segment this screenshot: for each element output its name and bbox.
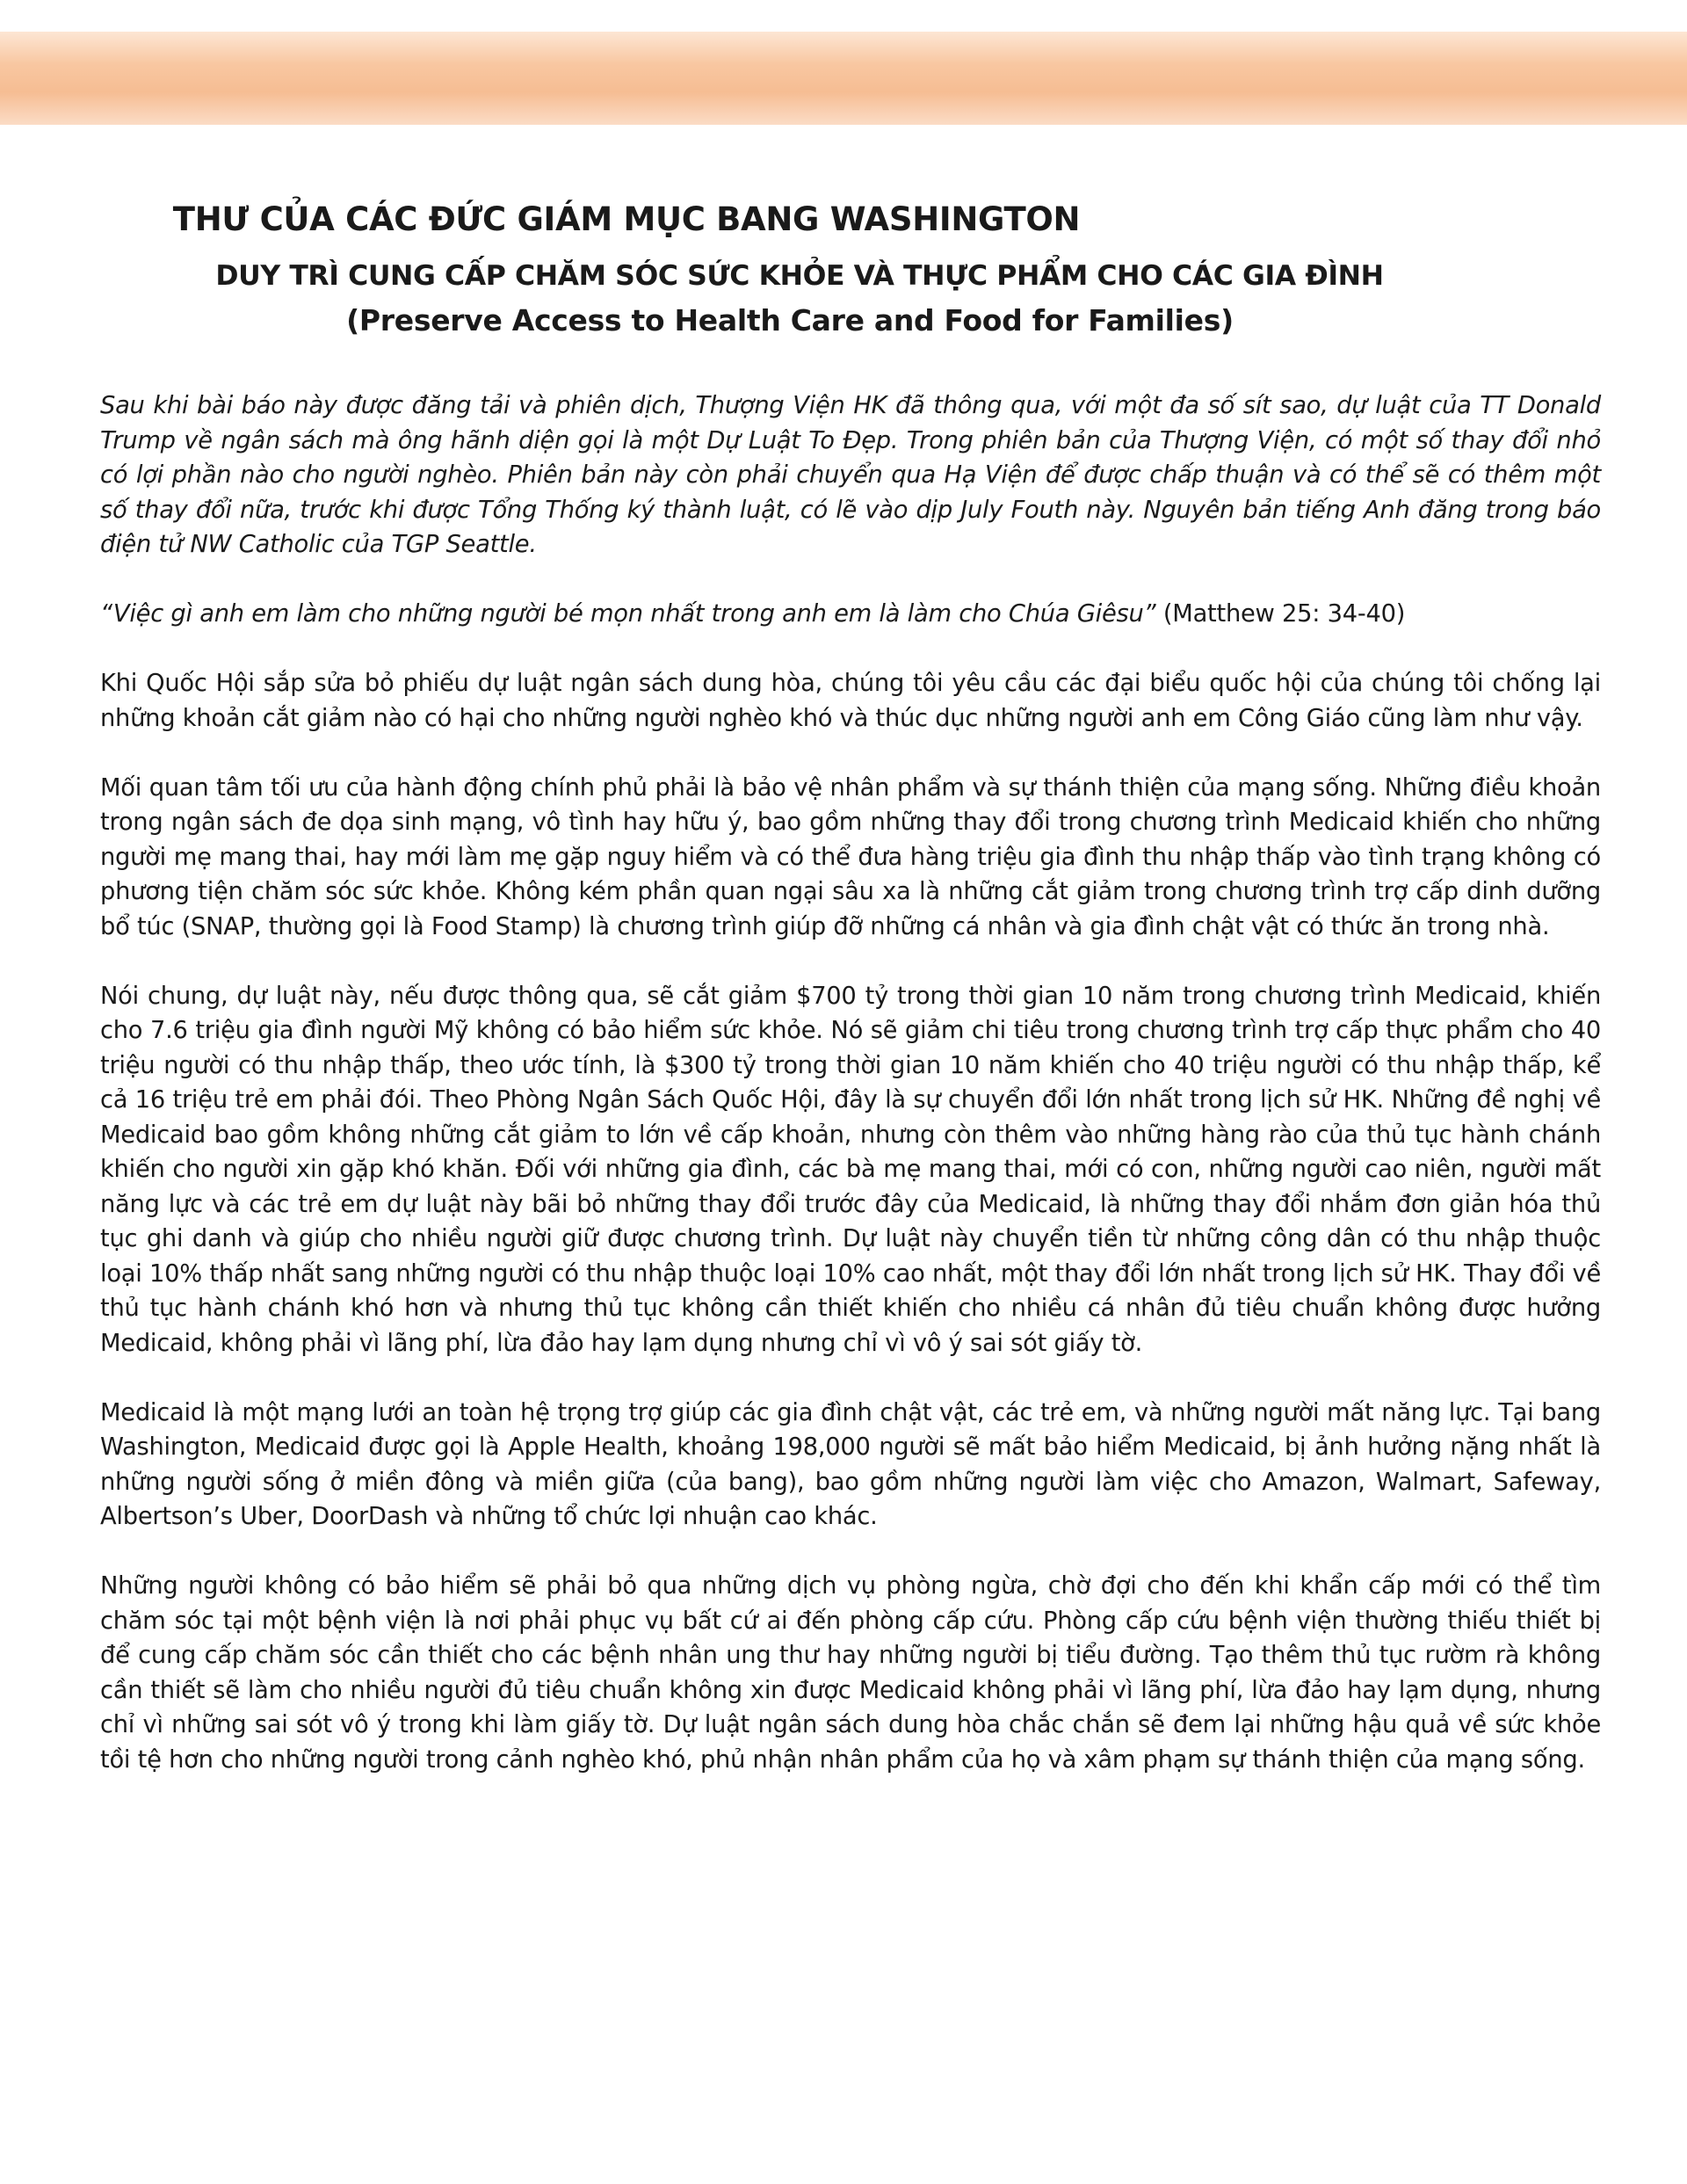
intro-note: Sau khi bài báo này được đăng tải và phiên dịch, Thượng Viện HK đã thông qua, với một đa số sít sao, dự luật của TT Donald Trump về ngân sách mà ông hãnh diện gọi là một Dự Luật To Đẹp. Trong phiên bản của Thượng Viện, có một số thay đổi nhỏ có lợi phần nào cho người nghèo. Phiên bản này còn phải chuyển qua Hạ Viện để được chấp thuận và có thể sẽ có thêm một số thay đổi nữa, trước khi được Tổng Thống ký thành luật, có lẽ vào dịp July Fouth này. Nguyên bản tiếng Anh đăng trong báo điện tử NW Catholic của TGP Seattle. (100, 392, 1601, 558)
body-paragraph: Nói chung, dự luật này, nếu được thông qua, sẽ cắt giảm $700 tỷ trong thời gian 10 năm trong chương trình Medicaid, khiến cho 7.6 triệu gia đình người Mỹ không có bảo hiểm sức khỏe. Nó sẽ giảm chi tiêu trong chương trình trợ cấp thực phẩm cho 40 triệu người có thu nhập thấp, theo ước tính, là $300 tỷ trong thời gian 10 năm khiến cho 40 triệu người có thu nhập thấp, kể cả 16 triệu trẻ em phải đói. Theo Phòng Ngân Sách Quốc Hội, đây là sự chuyển đổi lớn nhất trong lịch sử HK. Những đề nghị về Medicaid bao gồm không những cắt giảm to lớn về cấp khoản, nhưng còn thêm vào những hàng rào của thủ tục hành chánh khiến cho người xin gặp khó khăn. Đối với những gia đình, các bà mẹ mang thai, mới có con, những người cao niên, người mất năng lực và các trẻ em dự luật này bãi bỏ những thay đổi trước đây của Medicaid, là những thay đổi nhắm đơn giản hóa thủ tục ghi danh và giúp cho nhiều người giữ được chương trình. Dự luật này chuyển tiền từ những công dân có thu nhập thuộc loại 10% thấp nhất sang những người có thu nhập thuộc loại 10% cao nhất, một thay đổi lớn nhất trong lịch sử HK. Thay đổi về thủ tục hành chánh khó hơn và nhưng thủ tục không cần thiết khiến cho nhiều cá nhân đủ tiêu chuẩn không được hưởng Medicaid, không phải vì lãng phí, lừa đảo hay lạm dụng nhưng chỉ vì vô ý sai sót giấy tờ. (100, 982, 1601, 1357)
page-subtitle: DUY TRÌ CUNG CẤP CHĂM SÓC SỨC KHỎE VÀ THỰC PHẨM CHO CÁC GIA ĐÌNH (215, 260, 1384, 292)
page-subtitle-english: (Preserve Access to Health Care and Food for Families) (346, 303, 1234, 337)
body-paragraph: Mối quan tâm tối ưu của hành động chính phủ phải là bảo vệ nhân phẩm và sự thánh thiện của mạng sống. Những điều khoản trong ngân sách đe dọa sinh mạng, vô tình hay hữu ý, bao gồm những thay đổi trong chương trình Medicaid khiến cho những người mẹ mang thai, hay mới làm mẹ gặp nguy hiểm và có thể đưa hàng triệu gia đình thu nhập thấp vào tình trạng không có phương tiện chăm sóc sức khỏe. Không kém phần quan ngại sâu xa là những cắt giảm trong chương trình trợ cấp dinh dưỡng bổ túc (SNAP, thường gọi là Food Stamp) là chương trình giúp đỡ những cá nhân và gia đình chật vật có thức ăn trong nhà. (100, 773, 1601, 940)
quote-reference: (Matthew 25: 34-40) (1155, 600, 1406, 628)
article-body (100, 388, 1601, 1812)
body-paragraph: Khi Quốc Hội sắp sửa bỏ phiếu dự luật ngân sách dung hòa, chúng tôi yêu cầu các đại biểu quốc hội của chúng tôi chống lại những khoản cắt giảm nào có hại cho những người nghèo khó và thúc dục những người anh em Công Giáo cũng làm như vậy. (100, 670, 1601, 732)
header-decorative-band (0, 32, 1687, 125)
page-title: THƯ CỦA CÁC ĐỨC GIÁM MỤC BANG WASHINGTON (172, 200, 1081, 238)
body-paragraph: Những người không có bảo hiểm sẽ phải bỏ qua những dịch vụ phòng ngừa, chờ đợi cho đến khi khẩn cấp mới có thể tìm chăm sóc tại một bệnh viện là nơi phải phục vụ bất cứ ai đến phòng cấp cứu. Phòng cấp cứu bệnh viện thường thiếu thiết bị để cung cấp chăm sóc cần thiết cho các bệnh nhân ung thư hay những người bị tiểu đường. Tạo thêm thủ tục rườm rà không cần thiết sẽ làm cho nhiều người đủ tiêu chuẩn không xin được Medicaid không phải vì lãng phí, lừa đảo hay lạm dụng, nhưng chỉ vì những sai sót vô ý trong khi làm giấy tờ. Dự luật ngân sách dung hòa chắc chắn sẽ đem lại những hậu quả về sức khỏe tồi tệ hơn cho những người trong cảnh nghèo khó, phủ nhận nhân phẩm của họ và xâm phạm sự thánh thiện của mạng sống. (100, 1572, 1601, 1774)
body-paragraph: Medicaid là một mạng lưới an toàn hệ trọng trợ giúp các gia đình chật vật, các trẻ em, và những người mất năng lực. Tại bang Washington, Medicaid được gọi là Apple Health, khoảng 198,000 người sẽ mất bảo hiểm Medicaid, bị ảnh hưởng nặng nhất là những người sống ở miền đông và miền giữa (của bang), bao gồm những người làm việc cho Amazon, Walmart, Safeway, Albertson’s Uber, DoorDash và những tổ chức lợi nhuận cao khác. (100, 1398, 1601, 1530)
scripture-quote (100, 597, 1601, 632)
quote-text: “Việc gì anh em làm cho những người bé mọn nhất trong anh em là làm cho Chúa Giêsu” (100, 600, 1156, 628)
